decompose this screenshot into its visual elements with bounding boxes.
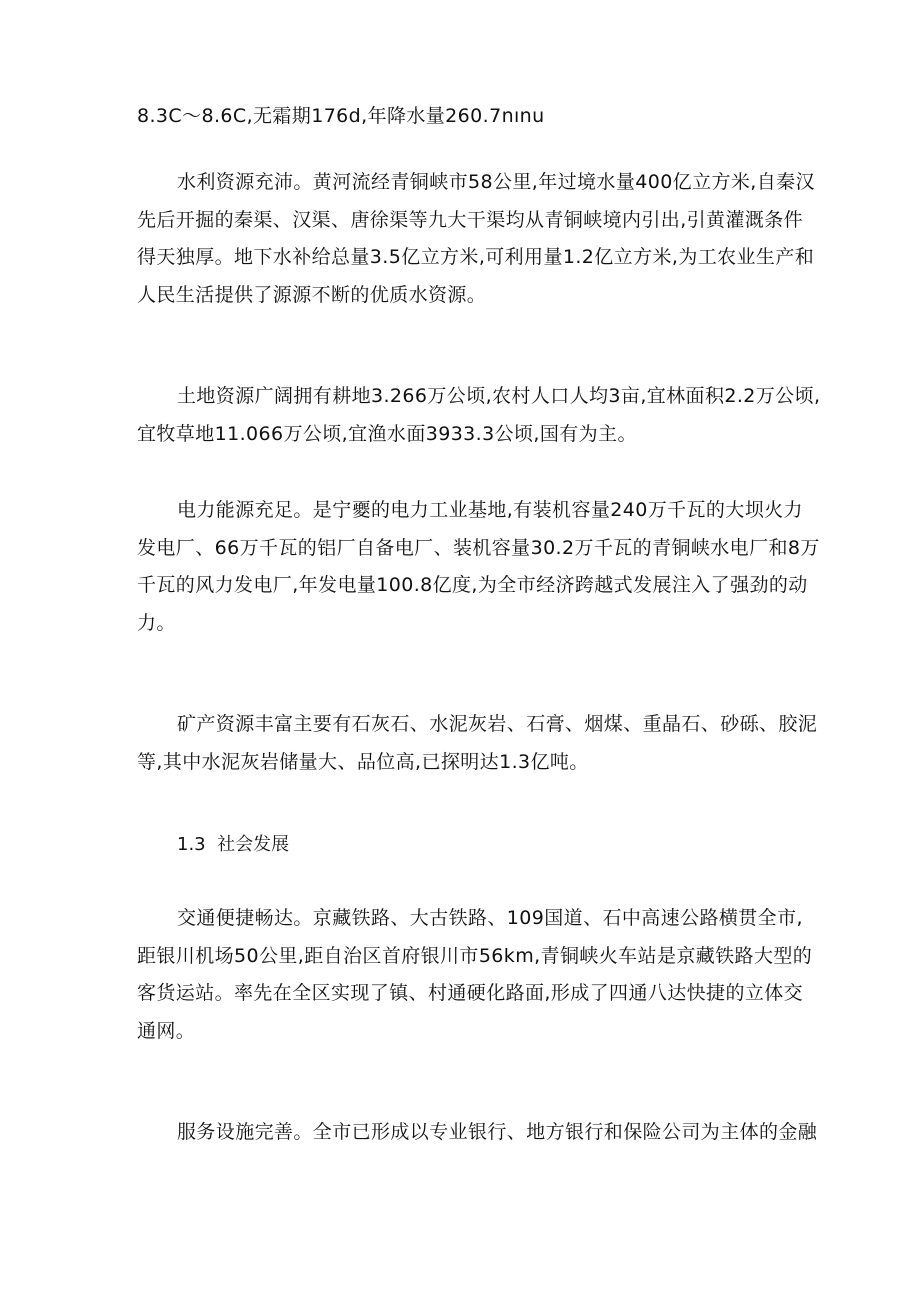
section-heading: 1.3 社会发展 bbox=[177, 834, 290, 855]
text-line: 交通便捷畅达。京藏铁路、大古铁路、109国道、石中高速公路横贯全市, bbox=[177, 907, 803, 929]
climate-line bbox=[137, 98, 797, 136]
text-line: 力。 bbox=[137, 611, 176, 634]
text-line: 得天独厚。地下水补给总量3.5亿立方米,可利用量1.2亿立方米,为工农业生产和 bbox=[137, 246, 815, 268]
text-line: 水利资源充沛。黄河流经青铜峡市58公里,年过境水量400亿立方米,自秦汉 bbox=[177, 171, 815, 193]
text-line: 8.3C～8.6C,无霜期176d,年降水量260.7nınu bbox=[137, 105, 545, 127]
paragraph-service-facilities bbox=[137, 1114, 818, 1152]
text-line: 客货运站。率先在全区实现了镇、村通硬化路面,形成了四通八达快捷的立体交 bbox=[137, 982, 804, 1004]
text-line: 等,其中水泥灰岩储量大、品位高,已探明达1.3亿吨。 bbox=[137, 750, 589, 773]
paragraph-water-resources bbox=[137, 164, 815, 314]
paragraph-land-resources bbox=[137, 378, 821, 453]
text-line: 通网。 bbox=[137, 1019, 196, 1042]
text-line: 千瓦的风力发电厂,年发电量100.8亿度,为全市经济跨越式发展注入了强劲的动 bbox=[137, 574, 808, 596]
text-line: 矿产资源丰富主要有石灰石、水泥灰岩、石膏、烟煤、重晶石、砂砾、胶泥 bbox=[177, 713, 818, 735]
text-line: 距银川机场50公里,距自治区首府银川市56km,青铜峡火车站是京藏铁路大型的 bbox=[137, 944, 813, 967]
paragraph-mineral-resources bbox=[137, 706, 818, 781]
text-line: 服务设施完善。全市已形成以专业银行、地方银行和保险公司为主体的金融 bbox=[177, 1121, 818, 1143]
text-line: 土地资源广阔拥有耕地3.266万公顷,农村人口人均3亩,宜林面积2.2万公顷, bbox=[177, 385, 821, 407]
paragraph-power-energy bbox=[137, 492, 820, 642]
text-line: 宜牧草地11.066万公顷,宜渔水面3933.3公顷,国有为主。 bbox=[137, 422, 637, 445]
text-line: 先后开掘的秦渠、汉渠、唐徐渠等九大干渠均从青铜峡境内引出,引黄灌溉条件 bbox=[137, 208, 804, 231]
text-line: 发电厂、66万千瓦的铝厂自备电厂、装机容量30.2万千瓦的青铜峡水电厂和8万 bbox=[137, 536, 820, 559]
paragraph-transportation bbox=[137, 900, 813, 1050]
text-line: 电力能源充足。是宁夒的电力工业基地,有装机容量240万千瓦的大坝火力 bbox=[177, 499, 803, 521]
text-line: 人民生活提供了源源不断的优质水资源。 bbox=[137, 283, 487, 306]
